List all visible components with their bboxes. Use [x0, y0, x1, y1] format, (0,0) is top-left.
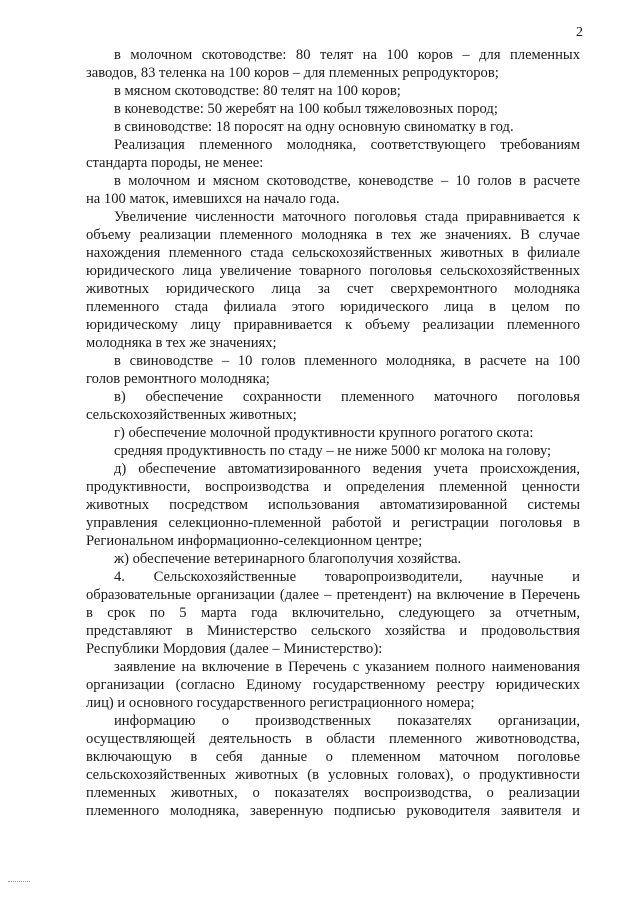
- text-line: в свиноводстве: 18 поросят на одну основную свиноматку в год.: [114, 119, 514, 135]
- text-line: Республики Мордовия (далее – Министерство):: [86, 641, 383, 657]
- text-line: молодняка в тех же значениях;: [86, 335, 277, 351]
- text-line: представляют в Министерство сельского хозяйства и продовольствия: [86, 623, 580, 639]
- text-line: стандарта породы, не менее:: [86, 155, 264, 171]
- text-line: организации (согласно Единому государственному реестру юридических: [86, 677, 580, 693]
- text-line: осуществляющей деятельность в области племенного животноводства,: [86, 731, 580, 747]
- text-line: управления селекционно-племенной работой и регистрации поголовья в: [86, 515, 580, 531]
- text-line: г) обеспечение молочной продуктивности крупного рогатого скота:: [114, 425, 534, 441]
- text-line: в мясном скотоводстве: 80 телят на 100 коров;: [114, 83, 401, 99]
- text-line: заводов, 83 теленка на 100 коров – для племенных репродукторов;: [86, 65, 499, 81]
- text-line: животных посредством использования автоматизированной системы: [86, 497, 580, 513]
- text-line: в молочном и мясном скотоводстве, коневодстве – 10 голов в расчете: [114, 173, 580, 189]
- text-line: информацию о производственных показателях организации,: [114, 713, 580, 729]
- text-line: Региональном информационно-селекционном центре;: [86, 533, 423, 549]
- text-line: лиц) и основного государственного регистрационного номера;: [86, 695, 475, 711]
- text-line: племенного стада филиала этого юридического лица в целом по: [86, 299, 580, 315]
- text-line: на 100 маток, имевшихся на начало года.: [86, 191, 340, 207]
- text-line: в) обеспечение сохранности племенного маточного поголовья: [114, 389, 580, 405]
- text-line: заявление на включение в Перечень с указанием полного наименования: [114, 659, 580, 675]
- text-line: племенного молодняка, заверенную подписью руководителя заявителя и: [86, 803, 580, 819]
- text-line: образовательные организации (далее – претендент) на включение в Перечень: [86, 587, 580, 603]
- text-line: Увеличение численности маточного поголовья стада приравнивается к: [114, 209, 580, 225]
- document-body: [86, 46, 580, 820]
- text-line: в коневодстве: 50 жеребят на 100 кобыл тяжеловозных пород;: [114, 101, 498, 117]
- text-line: в свиноводстве – 10 голов племенного молодняка, в расчете на 100: [114, 353, 580, 369]
- text-line: племенных животных, о показателях воспроизводства, о реализации: [86, 785, 580, 801]
- text-line: голов ремонтного молодняка;: [86, 371, 270, 387]
- scan-edge-mark: [8, 881, 30, 883]
- text-line: д) обеспечение автоматизированного ведения учета происхождения,: [114, 461, 580, 477]
- text-line: юридического лица увеличение товарного поголовья сельскохозяйственных: [86, 263, 580, 279]
- text-line: в молочном скотоводстве: 80 телят на 100 коров – для племенных: [114, 47, 580, 63]
- text-line: 4. Сельскохозяйственные товаропроизводители, научные и: [114, 569, 580, 585]
- text-line: сельскохозяйственных животных (в условных головах), о продуктивности: [86, 767, 580, 783]
- text-line: объему реализации племенного молодняка в тех же значениях. В случае: [86, 227, 580, 243]
- text-line: включающую в себя данные о племенном маточном поголовье: [86, 749, 580, 765]
- text-line: животных юридического лица за счет сверхремонтного молодняка: [86, 281, 580, 297]
- text-line: юридическому лицу приравнивается к объему реализации племенного: [86, 317, 580, 333]
- text-line: в срок по 5 марта года включительно, следующего за отчетным,: [86, 605, 580, 621]
- page-number: 2: [576, 25, 583, 40]
- text-line: Реализация племенного молодняка, соответствующего требованиям: [114, 137, 580, 153]
- text-line: нахождения племенного стада сельскохозяйственных животных в филиале: [86, 245, 580, 261]
- text-line: ж) обеспечение ветеринарного благополучия хозяйства.: [114, 551, 462, 567]
- text-line: продуктивности, воспроизводства и определения племенной ценности: [86, 479, 580, 495]
- text-line: средняя продуктивность по стаду – не ниже 5000 кг молока на голову;: [114, 443, 552, 459]
- text-line: сельскохозяйственных животных;: [86, 407, 297, 423]
